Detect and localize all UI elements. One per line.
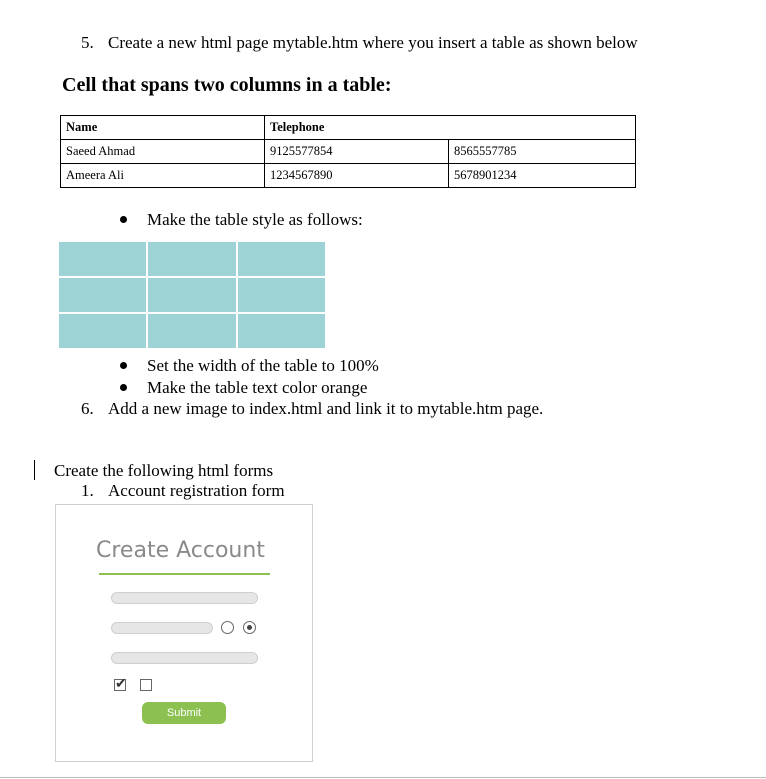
cell-phone: 5678901234: [449, 164, 636, 188]
form-title: Create Account: [96, 538, 265, 563]
bullet-dot: [120, 216, 127, 223]
bullet-width: [120, 356, 379, 376]
sample-cell: [147, 313, 236, 349]
cell-phone: 8565557785: [449, 140, 636, 164]
sample-cell: [147, 241, 236, 277]
table-heading: Cell that spans two columns in a table:: [62, 74, 392, 96]
bullet-dot: [120, 384, 127, 391]
step-5: [81, 33, 638, 53]
step-1-number: 1.: [81, 481, 94, 500]
sample-cell: [147, 277, 236, 313]
cell-name: Ameera Ali: [61, 164, 265, 188]
step-5-text: Create a new html page mytable.htm where you insert a table as shown below: [108, 33, 638, 52]
cell-name: Saeed Ahmad: [61, 140, 265, 164]
sample-cell: [237, 277, 326, 313]
step-1-text: Account registration form: [108, 481, 285, 500]
sample-cell: [237, 313, 326, 349]
text-field: [111, 652, 258, 664]
sample-cell: [58, 313, 147, 349]
checkbox-checked-icon: ✔: [115, 677, 127, 692]
span-table: [60, 115, 636, 188]
sample-style-table: [57, 240, 327, 350]
text-field: [111, 622, 213, 634]
page-bottom-rule: [0, 777, 766, 778]
text-field: [111, 592, 258, 604]
bullet-style: [120, 210, 363, 230]
checkbox-icon: [140, 679, 152, 691]
text-cursor: [34, 460, 35, 480]
account-form-image: [55, 504, 313, 762]
bullet-style-text: Make the table style as follows:: [147, 210, 363, 229]
header-telephone: Telephone: [265, 116, 636, 140]
bullet-color-text: Make the table text color orange: [147, 378, 368, 397]
bullet-dot: [120, 362, 127, 369]
sample-cell: [237, 241, 326, 277]
bullet-width-text: Set the width of the table to 100%: [147, 356, 379, 375]
step-6-number: 6.: [81, 399, 94, 418]
step-5-number: 5.: [81, 33, 94, 52]
cell-phone: 9125577854: [265, 140, 449, 164]
forms-intro: Create the following html forms: [54, 461, 274, 480]
cell-phone: 1234567890: [265, 164, 449, 188]
step-6-text: Add a new image to index.html and link it to mytable.htm page.: [108, 399, 544, 418]
table-row: [61, 164, 636, 188]
step-6: [81, 399, 543, 419]
sample-cell: [58, 277, 147, 313]
table-header-row: [61, 116, 636, 140]
header-name: Name: [61, 116, 265, 140]
radio-selected-icon: [243, 621, 256, 634]
table-row: [61, 140, 636, 164]
radio-icon: [221, 621, 234, 634]
step-1: [81, 481, 285, 501]
submit-button: Submit: [142, 702, 226, 724]
bullet-color: [120, 378, 367, 398]
title-underline: [99, 573, 270, 575]
sample-cell: [58, 241, 147, 277]
